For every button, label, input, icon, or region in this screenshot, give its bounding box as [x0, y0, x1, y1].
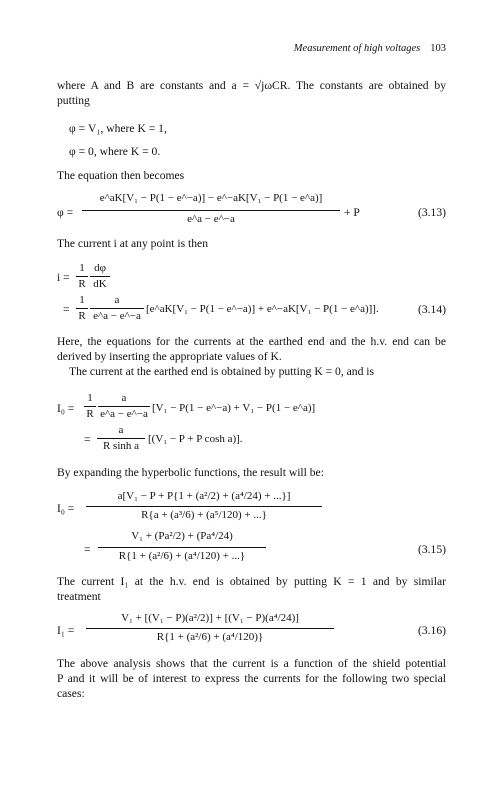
equation-equals: =	[84, 543, 91, 556]
fraction-numerator: a	[118, 424, 124, 436]
running-title: Measurement of high voltages	[293, 43, 421, 54]
fraction-numerator: 1	[87, 392, 93, 404]
equation-number: (3.15)	[417, 543, 446, 556]
equation-body: [V₁ − P(1 − e^−a) + V₁ − P(1 − e^a)]	[152, 402, 316, 414]
running-header	[294, 43, 446, 54]
fraction-bar	[82, 210, 340, 211]
equation-body: [(V₁ − P + P cosh a)].	[148, 433, 243, 445]
fraction-bar	[98, 547, 266, 548]
paragraph-line: The current I₁ at the h.v. end is obtained by putting K = 1 and by similar	[57, 575, 446, 588]
equation-lhs: i =	[57, 271, 70, 284]
fraction-bar	[90, 276, 110, 277]
equation-number: (3.16)	[417, 624, 446, 637]
fraction-bar	[98, 406, 150, 407]
fraction-numerator: V₁ + (Pa²/2) + (Pa⁴/24)	[131, 530, 233, 542]
paragraph-line: derived by inserting the appropriate values of K.	[57, 350, 282, 363]
fraction-bar	[97, 438, 145, 439]
fraction-numerator: V₁ + [(V₁ − P)(a²/2)] + [(V₁ − P)(a⁴/24)]	[121, 612, 299, 624]
paragraph-line: The current at the earthed end is obtained by putting K = 0, and is	[69, 365, 374, 378]
page-number: 103	[430, 43, 446, 54]
fraction-bar	[84, 406, 96, 407]
fraction-denominator: R	[78, 310, 86, 322]
equation-lhs: φ =	[57, 206, 74, 219]
fraction-bar	[76, 308, 88, 309]
equation-lhs: I₁ =	[57, 624, 75, 637]
equation-lhs: I₀ =	[57, 502, 75, 515]
fraction-denominator: R{1 + (a²/6) + (a⁴/120)}	[156, 631, 264, 643]
fraction-denominator: R{a + (a³/6) + (a⁵/120) + ...}	[141, 509, 267, 521]
fraction-bar	[86, 628, 334, 629]
boundary-condition: φ = V₁, where K = 1,	[69, 122, 167, 135]
fraction-denominator: R sinh a	[102, 440, 140, 452]
boundary-condition: φ = 0, where K = 0.	[69, 145, 161, 158]
paragraph-line: where A and B are constants and a = √jωCR. The constants are obtained by	[57, 79, 446, 92]
fraction-denominator: dK	[93, 278, 107, 290]
equation-lhs: I₀ =	[57, 402, 75, 415]
paragraph-line: The above analysis shows that the current is a function of the shield potential	[57, 657, 446, 670]
fraction-numerator: a	[114, 294, 120, 306]
fraction-bar	[90, 308, 144, 309]
fraction-denominator: e^a − e^−a	[187, 213, 235, 225]
paragraph-line: By expanding the hyperbolic functions, the result will be:	[57, 466, 324, 479]
paragraph-line: P and it will be of interest to express the currents for the following two special	[57, 672, 446, 685]
fraction-bar	[86, 506, 322, 507]
equation-body: [e^aK[V₁ − P(1 − e^−a)] + e^−aK[V₁ − P(1 − e^a)]].	[146, 303, 379, 315]
fraction-bar	[76, 276, 88, 277]
fraction-denominator: R	[86, 408, 94, 420]
paragraph-line: The equation then becomes	[57, 169, 185, 182]
fraction-numerator: 1	[79, 294, 85, 306]
fraction-numerator: a	[121, 392, 127, 404]
equation-equals: =	[84, 433, 91, 446]
fraction-numerator: e^aK[V₁ − P(1 − e^−a)] − e^−aK[V₁ − P(1 − e^a)]	[99, 192, 323, 204]
paragraph-line: Here, the equations for the currents at the earthed end and the h.v. end can be	[57, 335, 446, 348]
fraction-numerator: a[V₁ − P + P{1 + (a²/2) + (a⁴/24) + ...}]	[117, 490, 291, 502]
paragraph-line: The current i at any point is then	[57, 237, 208, 250]
fraction-denominator: R{1 + (a²/6) + (a⁴/120) + ...}	[118, 550, 246, 562]
fraction-denominator: e^a − e^−a	[100, 408, 148, 420]
equation-term: + P	[344, 206, 360, 219]
equation-number: (3.14)	[417, 303, 446, 316]
fraction-numerator: dφ	[94, 262, 106, 274]
equation-number: (3.13)	[417, 206, 446, 219]
fraction-denominator: e^a − e^−a	[93, 310, 141, 322]
equation-equals: =	[63, 303, 70, 316]
paragraph-line: cases:	[57, 687, 85, 700]
paragraph-line: treatment	[57, 590, 101, 603]
fraction-denominator: R	[78, 278, 86, 290]
paragraph-line: putting	[57, 94, 90, 107]
fraction-numerator: 1	[79, 262, 85, 274]
